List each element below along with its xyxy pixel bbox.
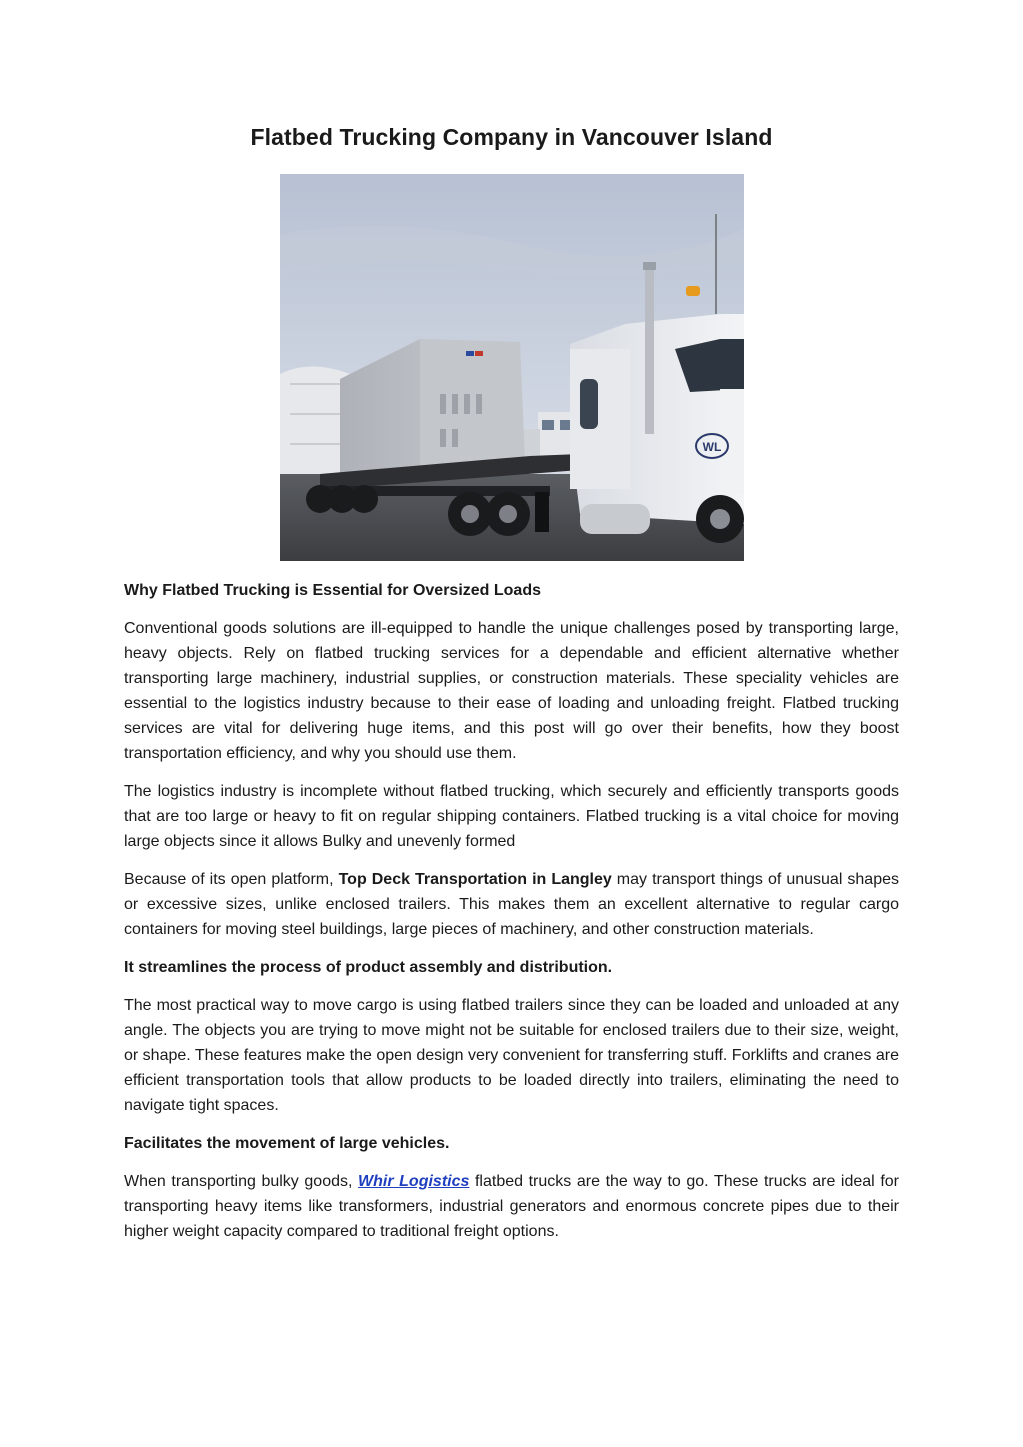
paragraph-practical: The most practical way to move cargo is using flatbed trailers since they can be loaded and unloaded at any angle. The objects you are trying to move might not be suitable for enclosed trailers due to their size, weight, or shape. These features make the open design very convenient for transferring stuff. Forklifts and cranes are efficient transportation tools that allow products to be loaded directly into trailers, eliminating the need to navigate tight spaces.: [124, 997, 899, 1114]
paragraph-intro: Conventional goods solutions are ill-equipped to handle the unique challenges posed by transporting large, heavy objects. Rely on flatbed trucking services for a dependable and efficient alternative whether transporting large machinery, industrial supplies, or construction materials. These speciality vehicles are essential to the logistics industry because to their ease of loading and unloading freight. Flatbed trucking services are vital for delivering huge items, and this post will go over their benefits, how they boost transportation efficiency, and why you should use them.: [124, 620, 899, 762]
paragraph-open-platform-rest: may transport things of unusual shapes or excessive sizes, unlike enclosed trailers. This makes them an excellent alternative to regular cargo containers for moving steel buildings, large pieces of machinery, and other construction materials.: [124, 871, 900, 938]
section-heading-streamlines: It streamlines the process of product assembly and distribution.: [124, 959, 613, 976]
whir-logistics-link[interactable]: Whir Logistics: [358, 1173, 470, 1190]
flatbed-truck-photo: [280, 174, 744, 561]
section-heading-large-vehicles: Facilitates the movement of large vehicles.: [124, 1135, 450, 1152]
paragraph-open-platform-lead: Because of its open platform,: [124, 871, 339, 888]
article-body: [124, 578, 899, 1257]
section-heading-why-flatbed: Why Flatbed Trucking is Essential for Oversized Loads: [124, 582, 541, 599]
paragraph-bulky-goods: [124, 1169, 899, 1244]
paragraph-logistics: The logistics industry is incomplete without flatbed trucking, which securely and efficiently transports goods that are too large or heavy to fit on regular shipping containers. Flatbed trucking is a vital choice for moving large objects since it allows Bulky and unevenly formed: [124, 783, 899, 850]
company-name-top-deck: Top Deck Transportation in Langley: [338, 871, 612, 888]
paragraph-bulky-goods-rest: flatbed trucks are the way to go. These trucks are ideal for transporting heavy items like transformers, industrial generators and enormous concrete pipes due to their higher weight capacity compared to traditional freight options.: [124, 1173, 899, 1240]
paragraph-open-platform: [124, 867, 899, 942]
paragraph-bulky-goods-lead: When transporting bulky goods,: [124, 1173, 359, 1190]
door-logo-text: WL: [702, 440, 722, 454]
page-title: Flatbed Trucking Company in Vancouver Island: [250, 124, 773, 150]
